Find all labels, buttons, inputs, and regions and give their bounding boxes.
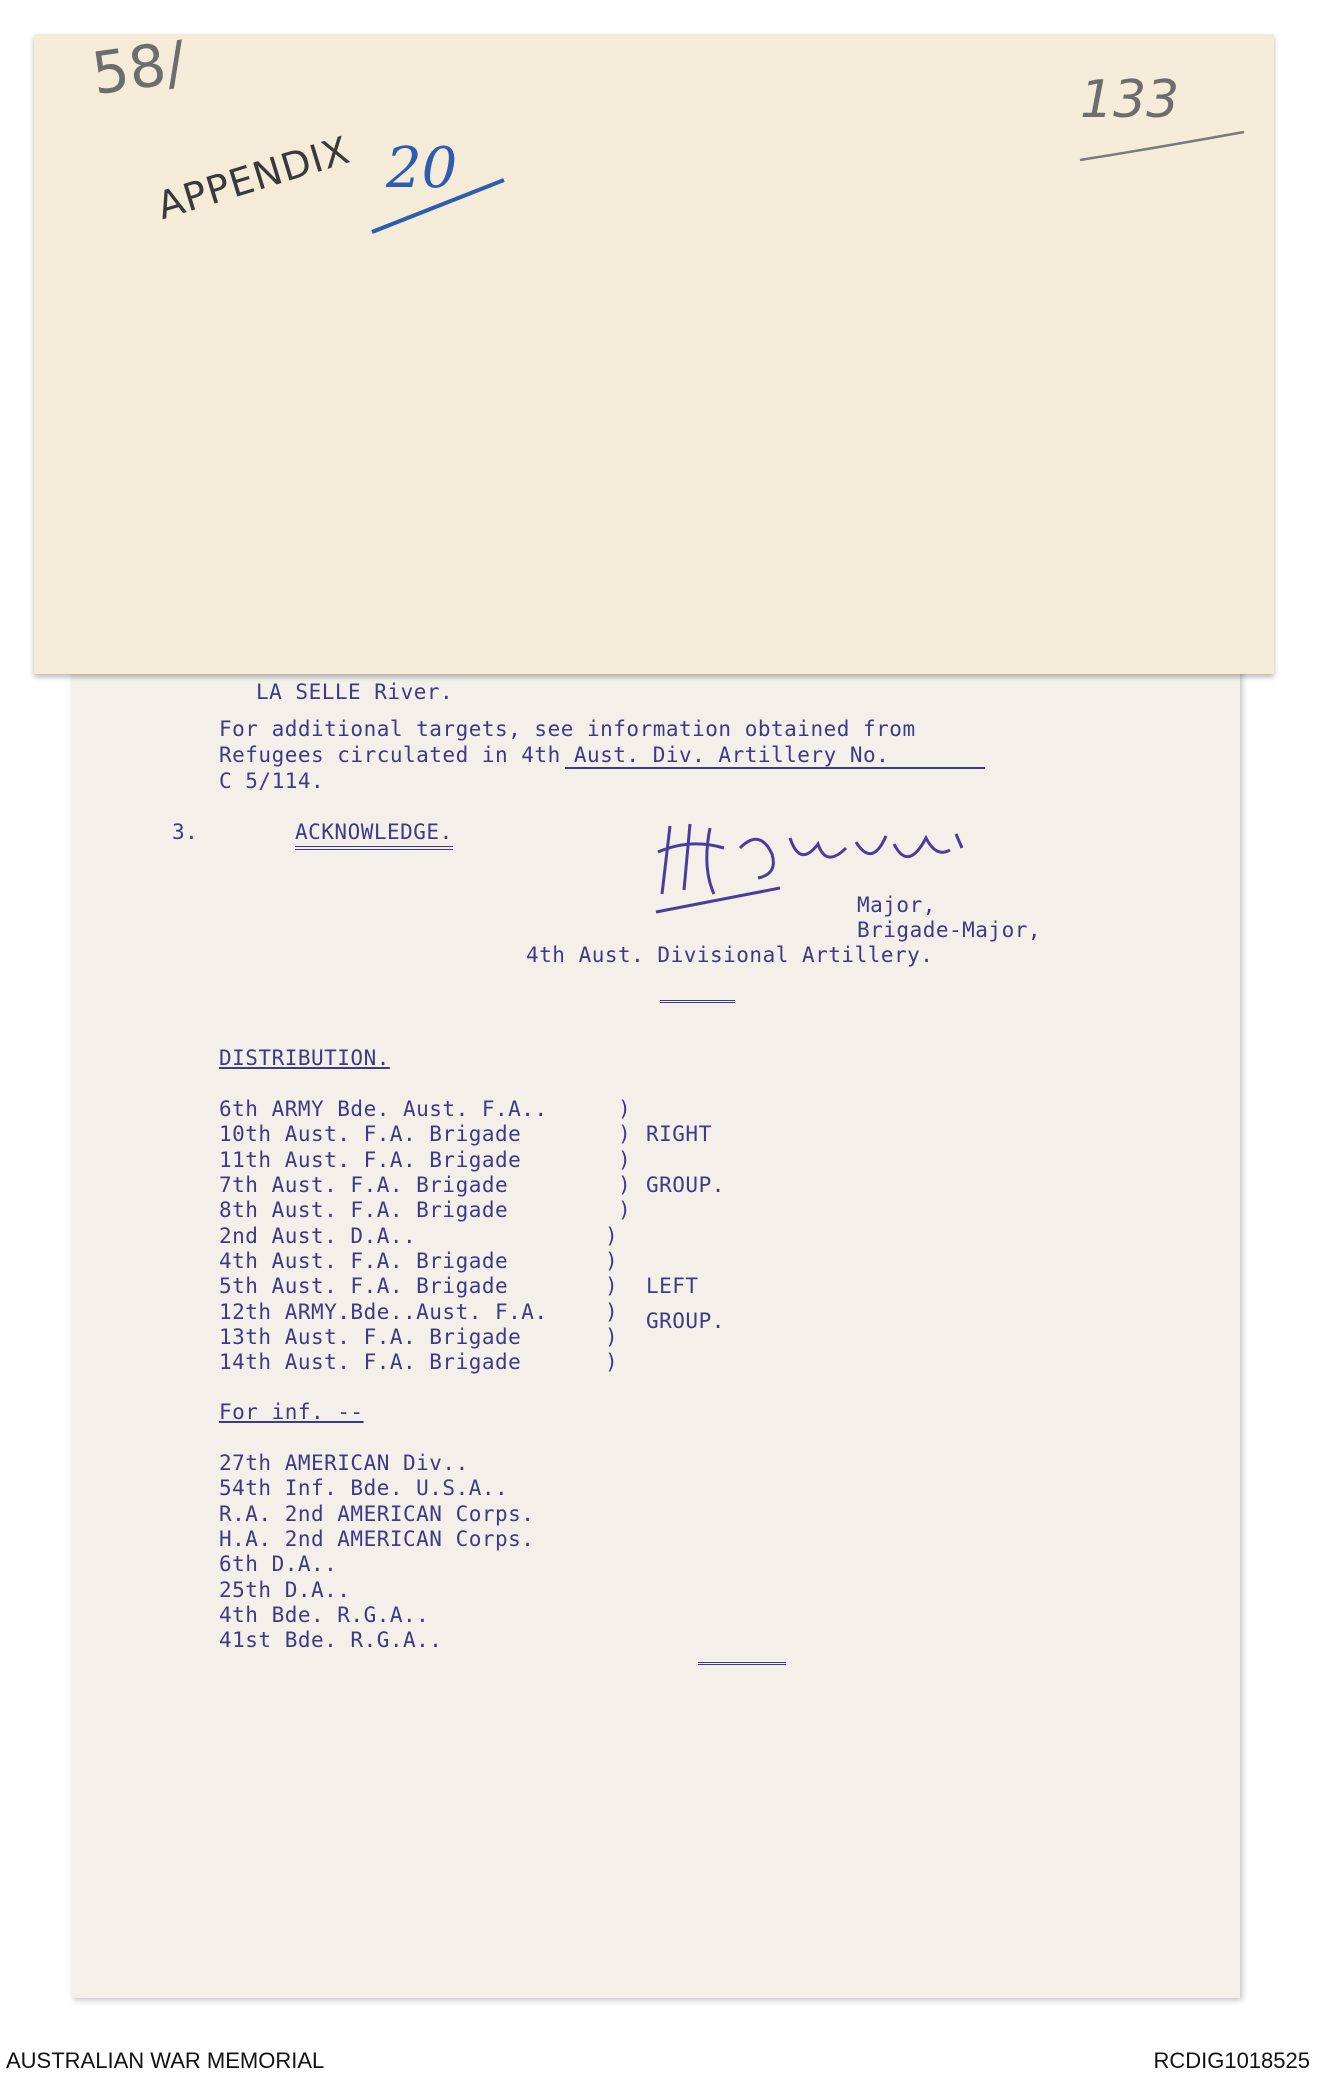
- distribution-item: 2nd Aust. D.A..: [219, 1224, 417, 1248]
- bracket: ): [605, 1224, 618, 1248]
- bracket: ): [605, 1350, 618, 1374]
- acknowledge-heading: ACKNOWLEDGE.: [295, 820, 453, 850]
- bracket: ): [618, 1173, 631, 1197]
- inf-item: R.A. 2nd AMERICAN Corps.: [219, 1502, 535, 1526]
- inf-item: 25th D.A..: [219, 1578, 351, 1602]
- inf-item: 54th Inf. Bde. U.S.A..: [219, 1476, 509, 1500]
- signatory-rank: Major,: [857, 893, 936, 917]
- distribution-item: 6th ARMY Bde. Aust. F.A..: [219, 1097, 548, 1121]
- left-group-label: LEFT: [646, 1274, 699, 1298]
- bracket: ): [618, 1122, 631, 1146]
- distribution-item: 13th Aust. F.A. Brigade: [219, 1325, 522, 1349]
- distribution-item: 11th Aust. F.A. Brigade: [219, 1148, 522, 1172]
- bracket: ): [618, 1097, 631, 1121]
- distribution-item: 8th Aust. F.A. Brigade: [219, 1198, 509, 1222]
- appendix-stamp: APPENDIX: [152, 127, 355, 229]
- corner-pencil-mark: 58/: [87, 27, 190, 109]
- bracket: ): [618, 1148, 631, 1172]
- targets-line-1: For additional targets, see information obtained from: [219, 717, 916, 741]
- distribution-item: 4th Aust. F.A. Brigade: [219, 1249, 509, 1273]
- appendix-number-underline: [364, 172, 514, 242]
- for-inf-heading: For inf. --: [219, 1400, 364, 1424]
- river-line: LA SELLE River.: [256, 680, 454, 704]
- inf-item: H.A. 2nd AMERICAN Corps.: [219, 1527, 535, 1551]
- distribution-item: 7th Aust. F.A. Brigade: [219, 1173, 509, 1197]
- distribution-item: 12th ARMY.Bde..Aust. F.A.: [219, 1300, 548, 1324]
- appendix-cover-slip: [34, 27, 1274, 674]
- signatory-unit: 4th Aust. Divisional Artillery.: [526, 943, 934, 967]
- appendix-number: 20: [386, 136, 458, 201]
- distribution-item: 5th Aust. F.A. Brigade: [219, 1274, 509, 1298]
- left-group-label-2: GROUP.: [646, 1309, 725, 1333]
- right-group-label: RIGHT: [646, 1122, 712, 1146]
- distribution-item: 14th Aust. F.A. Brigade: [219, 1350, 522, 1374]
- inf-item: 41st Bde. R.G.A..: [219, 1628, 443, 1652]
- page-number: 133: [1080, 70, 1180, 130]
- right-group-label-2: GROUP.: [646, 1173, 725, 1197]
- unit-rule: [660, 1000, 735, 1003]
- signature: [650, 808, 990, 928]
- inf-item: 27th AMERICAN Div..: [219, 1451, 469, 1475]
- paragraph-number: 3.: [172, 820, 199, 844]
- targets-underline: [565, 767, 985, 769]
- bracket: ): [605, 1325, 618, 1349]
- targets-line-3: C 5/114.: [219, 769, 325, 793]
- inf-item: 4th Bde. R.G.A..: [219, 1603, 430, 1627]
- distribution-item: 10th Aust. F.A. Brigade: [219, 1122, 522, 1146]
- footer-reference: RCDIG1018525: [1153, 2048, 1310, 2073]
- targets-line-2: Refugees circulated in 4th Aust. Div. Artillery No.: [219, 743, 890, 767]
- page-number-underline: [1074, 120, 1254, 180]
- inf-item: 6th D.A..: [219, 1552, 338, 1576]
- bracket: ): [618, 1198, 631, 1222]
- distribution-heading: DISTRIBUTION.: [219, 1046, 390, 1070]
- bracket: ): [605, 1300, 618, 1324]
- signatory-appointment: Brigade-Major,: [857, 918, 1042, 942]
- bracket: ): [605, 1274, 618, 1298]
- end-rule: [698, 1662, 786, 1665]
- bracket: ): [605, 1249, 618, 1273]
- footer-institution: AUSTRALIAN WAR MEMORIAL: [6, 2048, 325, 2073]
